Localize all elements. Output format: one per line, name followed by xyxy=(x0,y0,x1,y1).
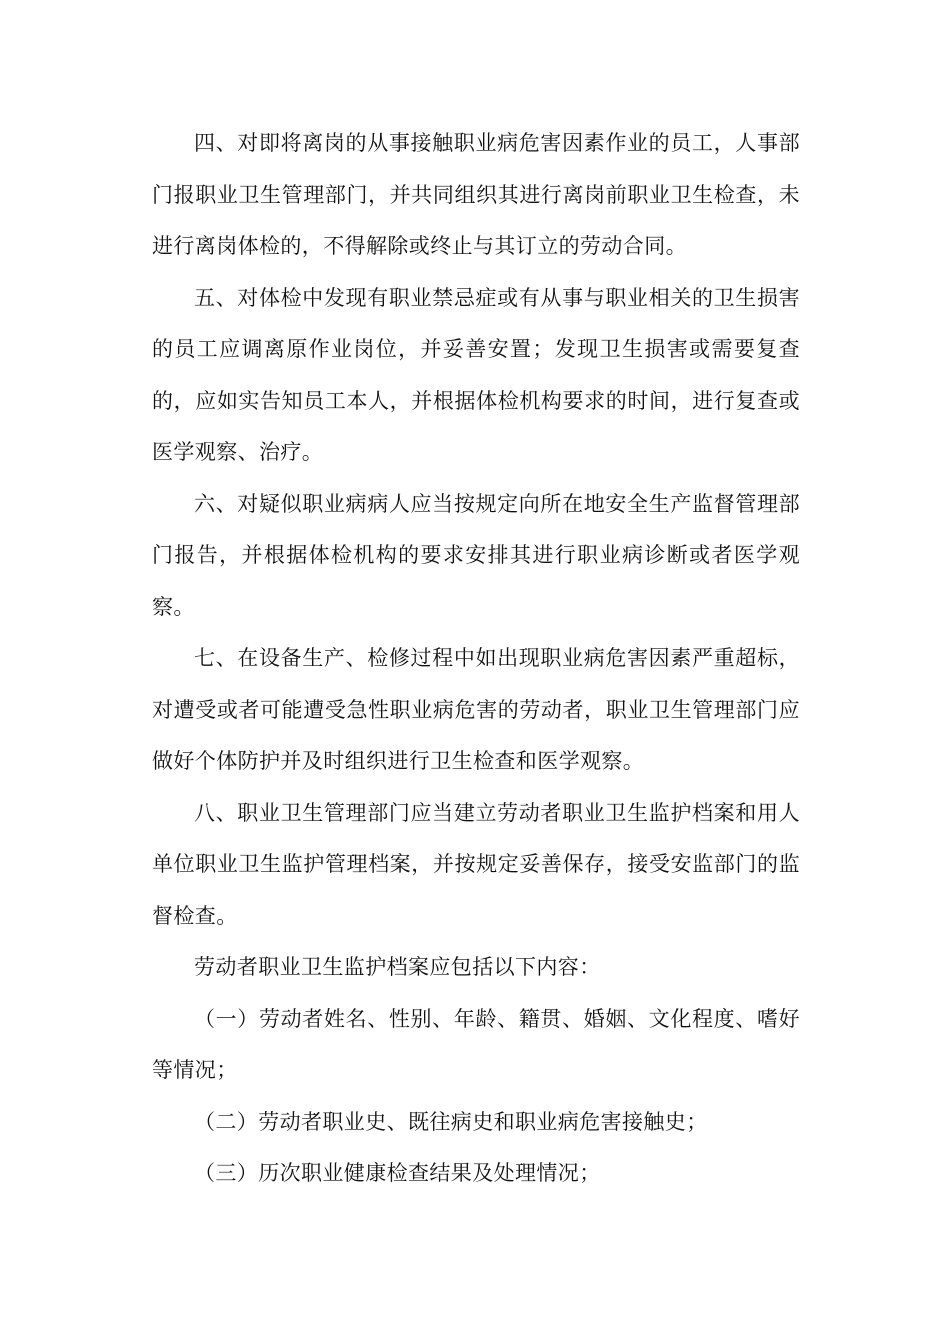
archive-item-2: （二）劳动者职业史、既往病史和职业病危害接触史； xyxy=(194,1109,708,1134)
document-page xyxy=(152,118,800,1200)
paragraph-eight: 八、职业卫生管理部门应当建立劳动者职业卫生监护档案和用人单位职业卫生监护管理档案，并按规定妥善保存，接受安监部门的监督检查。 xyxy=(152,800,800,928)
archive-item-3: （三）历次职业健康检查结果及处理情况； xyxy=(194,1161,601,1185)
paragraph-five: 五、对体检中发现有职业禁忌症或有从事与职业相关的卫生损害的员工应调离原作业岗位，并妥善安置；发现卫生损害或需要复查的，应如实告知员工本人，并根据体检机构要求的时间，进行复查或医学观察、治疗。 xyxy=(152,285,800,464)
archive-item-1: （一）劳动者姓名、性别、年龄、籍贯、婚姻、文化程度、嗜好等情况； xyxy=(152,1006,800,1082)
paragraph-four: 四、对即将离岗的从事接触职业病危害因素作业的员工，人事部门报职业卫生管理部门，并共同组织其进行离岗前职业卫生检查，未进行离岗体检的，不得解除或终止与其订立的劳动合同。 xyxy=(152,131,800,258)
archive-intro: 劳动者职业卫生监护档案应包括以下内容： xyxy=(194,955,601,979)
paragraph-six: 六、对疑似职业病病人应当按规定向所在地安全生产监督管理部门报告，并根据体检机构的要求安排其进行职业病诊断或者医学观察。 xyxy=(152,491,800,619)
paragraph-seven: 七、在设备生产、检修过程中如出现职业病危害因素严重超标，对遭受或者可能遭受急性职业病危害的劳动者，职业卫生管理部门应做好个体防护并及时组织进行卫生检查和医学观察。 xyxy=(152,646,800,773)
